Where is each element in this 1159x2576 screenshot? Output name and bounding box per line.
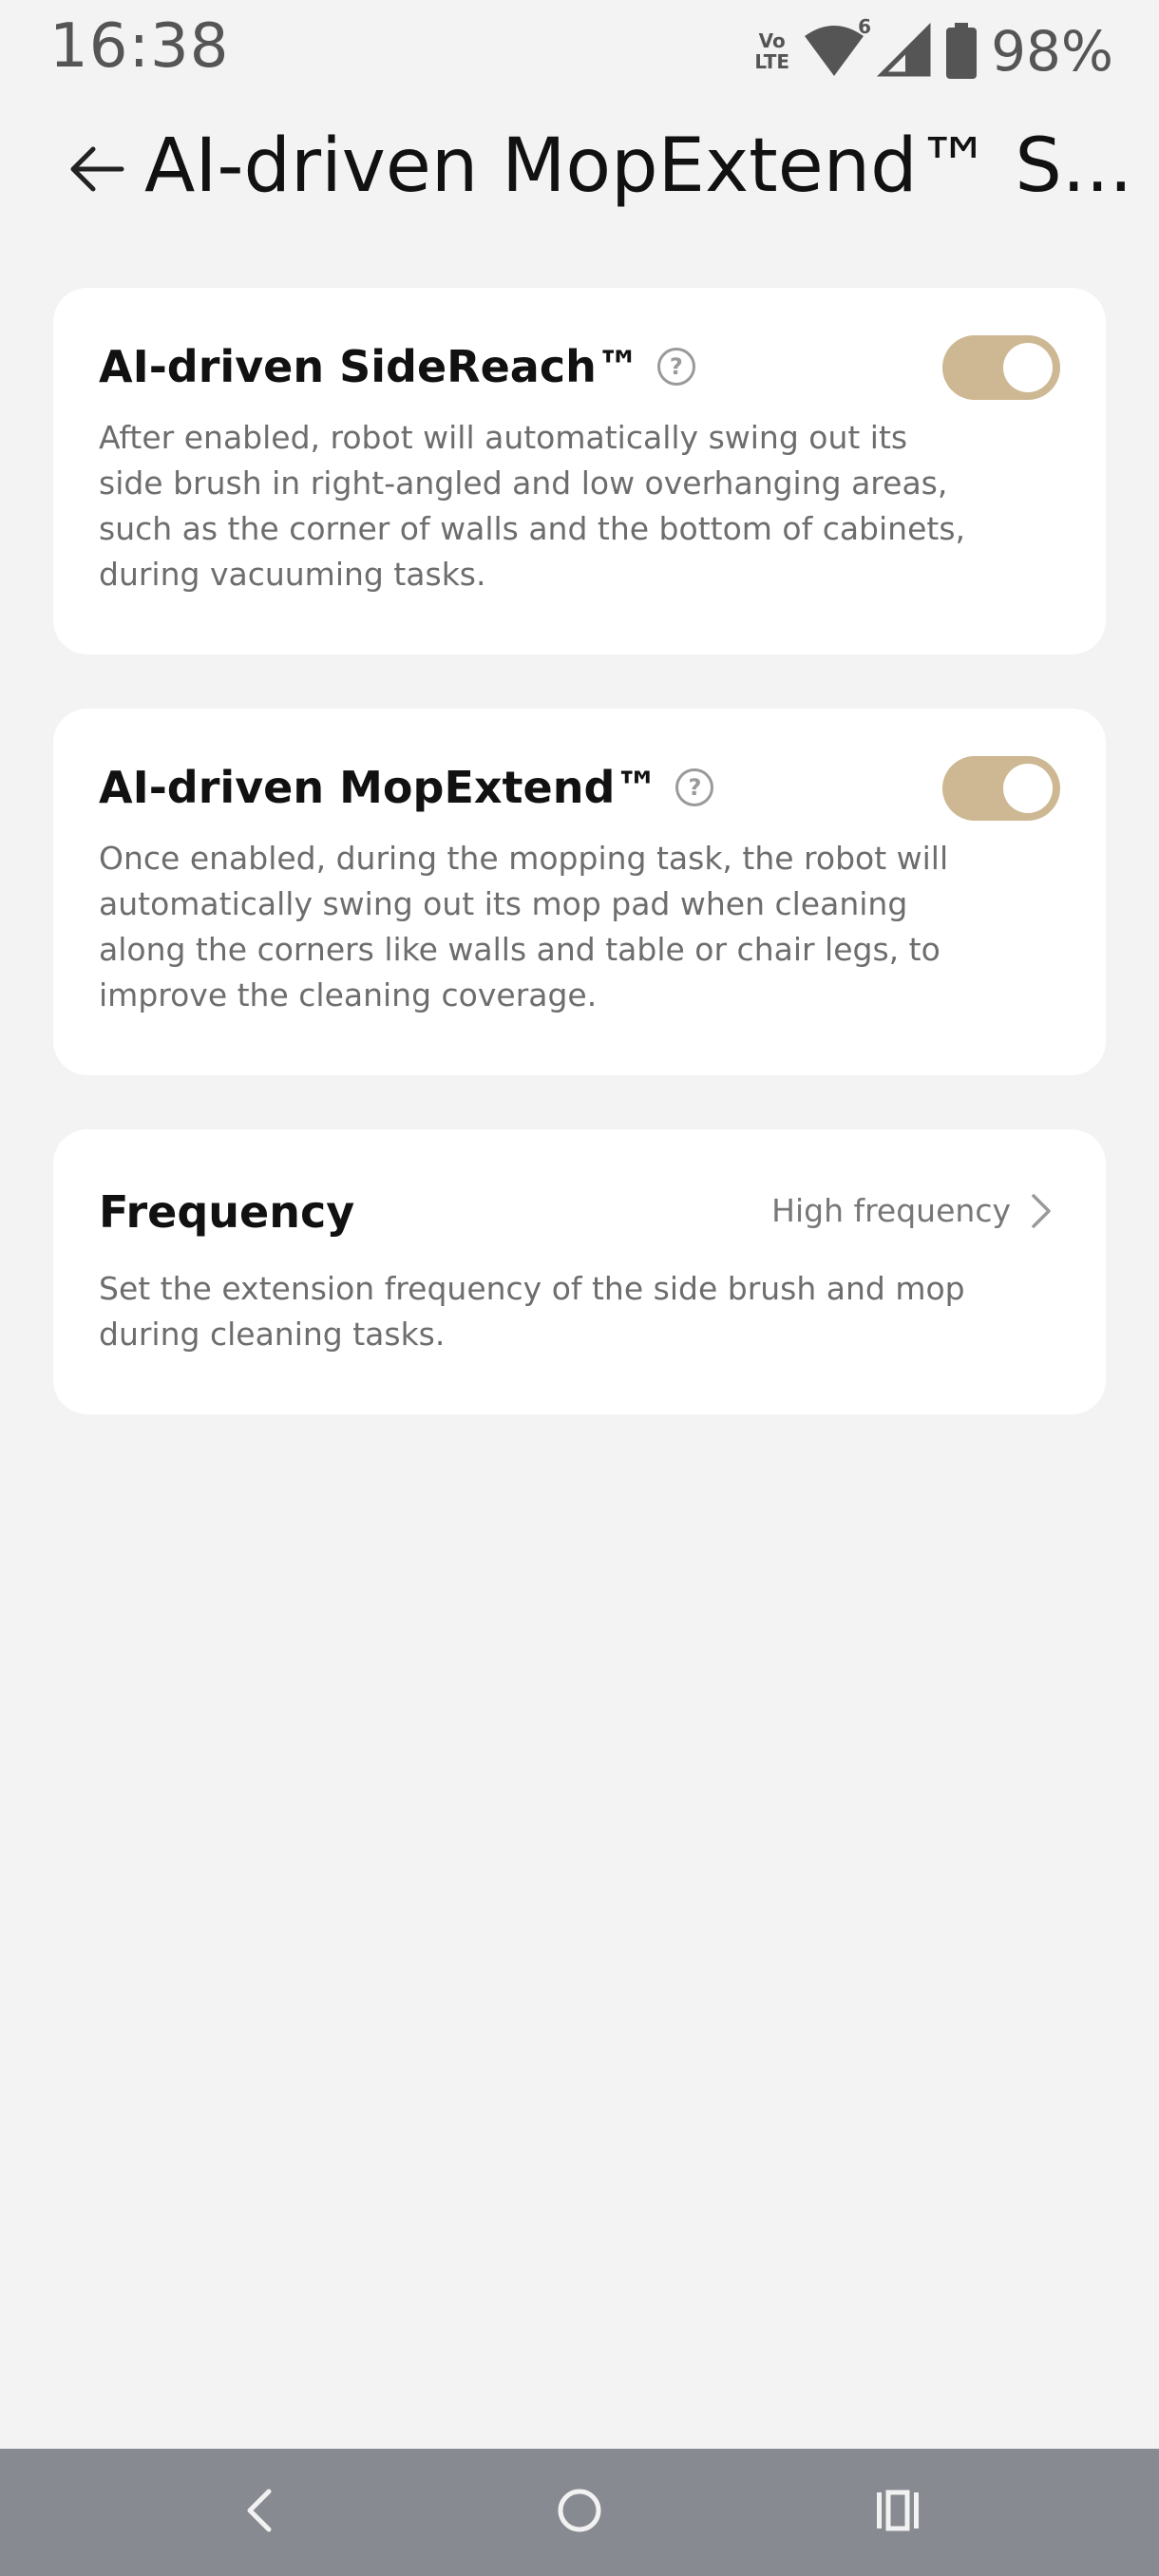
question-circle-icon[interactable]: ?	[657, 348, 695, 386]
mopextend-title-row	[99, 762, 713, 813]
nav-recents-icon	[874, 2487, 922, 2538]
back-button[interactable]	[59, 133, 135, 209]
sidereach-toggle[interactable]	[942, 335, 1060, 400]
nav-back-button[interactable]	[221, 2474, 297, 2550]
volte-top: Vo	[758, 29, 786, 52]
nav-back-icon	[240, 2487, 278, 2538]
nav-home-icon	[556, 2487, 603, 2538]
system-nav-bar	[0, 2449, 1159, 2576]
sidereach-title: AI-driven SideReach™	[99, 341, 640, 392]
wifi-icon	[803, 15, 872, 80]
wifi-badge: 6	[858, 15, 872, 38]
frequency-value: High frequency	[771, 1192, 1011, 1229]
mopextend-card	[53, 709, 1106, 1075]
frequency-description: Set the extension frequency of the side brush and mop during cleaning tasks.	[99, 1270, 965, 1353]
toggle-knob	[1003, 764, 1053, 813]
nav-recents-button[interactable]	[860, 2474, 936, 2550]
app-bar	[0, 114, 1159, 218]
arrow-left-icon	[68, 145, 125, 197]
sidereach-card	[53, 288, 1106, 654]
frequency-title: Frequency	[99, 1186, 355, 1238]
cellular-signal-icon	[879, 25, 932, 78]
battery-icon	[945, 23, 978, 80]
nav-home-button[interactable]	[542, 2474, 618, 2550]
chevron-right-icon	[1022, 1192, 1060, 1230]
toggle-knob	[1003, 343, 1053, 392]
sidereach-title-row	[99, 341, 695, 392]
sidereach-description: After enabled, robot will automatically swing out its side brush in right-angled and low overhanging areas, such as the corner of walls and the bottom of cabinets, during vacuuming tasks.	[99, 419, 966, 593]
page-title: AI-driven MopExtend™ S...	[144, 123, 1133, 209]
mopextend-toggle[interactable]	[942, 756, 1060, 821]
volte-indicator	[754, 30, 789, 72]
frequency-card[interactable]	[53, 1129, 1106, 1414]
mopextend-description: Once enabled, during the mopping task, the robot will automatically swing out its mop pad when cleaning along the corners like walls and table or chair legs, to improve the cleaning coverage.	[99, 840, 949, 1013]
question-circle-icon[interactable]: ?	[675, 768, 713, 806]
mopextend-title: AI-driven MopExtend™	[99, 762, 659, 813]
status-bar	[0, 0, 1159, 104]
status-icons	[754, 17, 1113, 85]
volte-bottom: LTE	[754, 50, 790, 73]
status-time: 16:38	[49, 11, 230, 82]
battery-percent: 98%	[991, 19, 1113, 84]
